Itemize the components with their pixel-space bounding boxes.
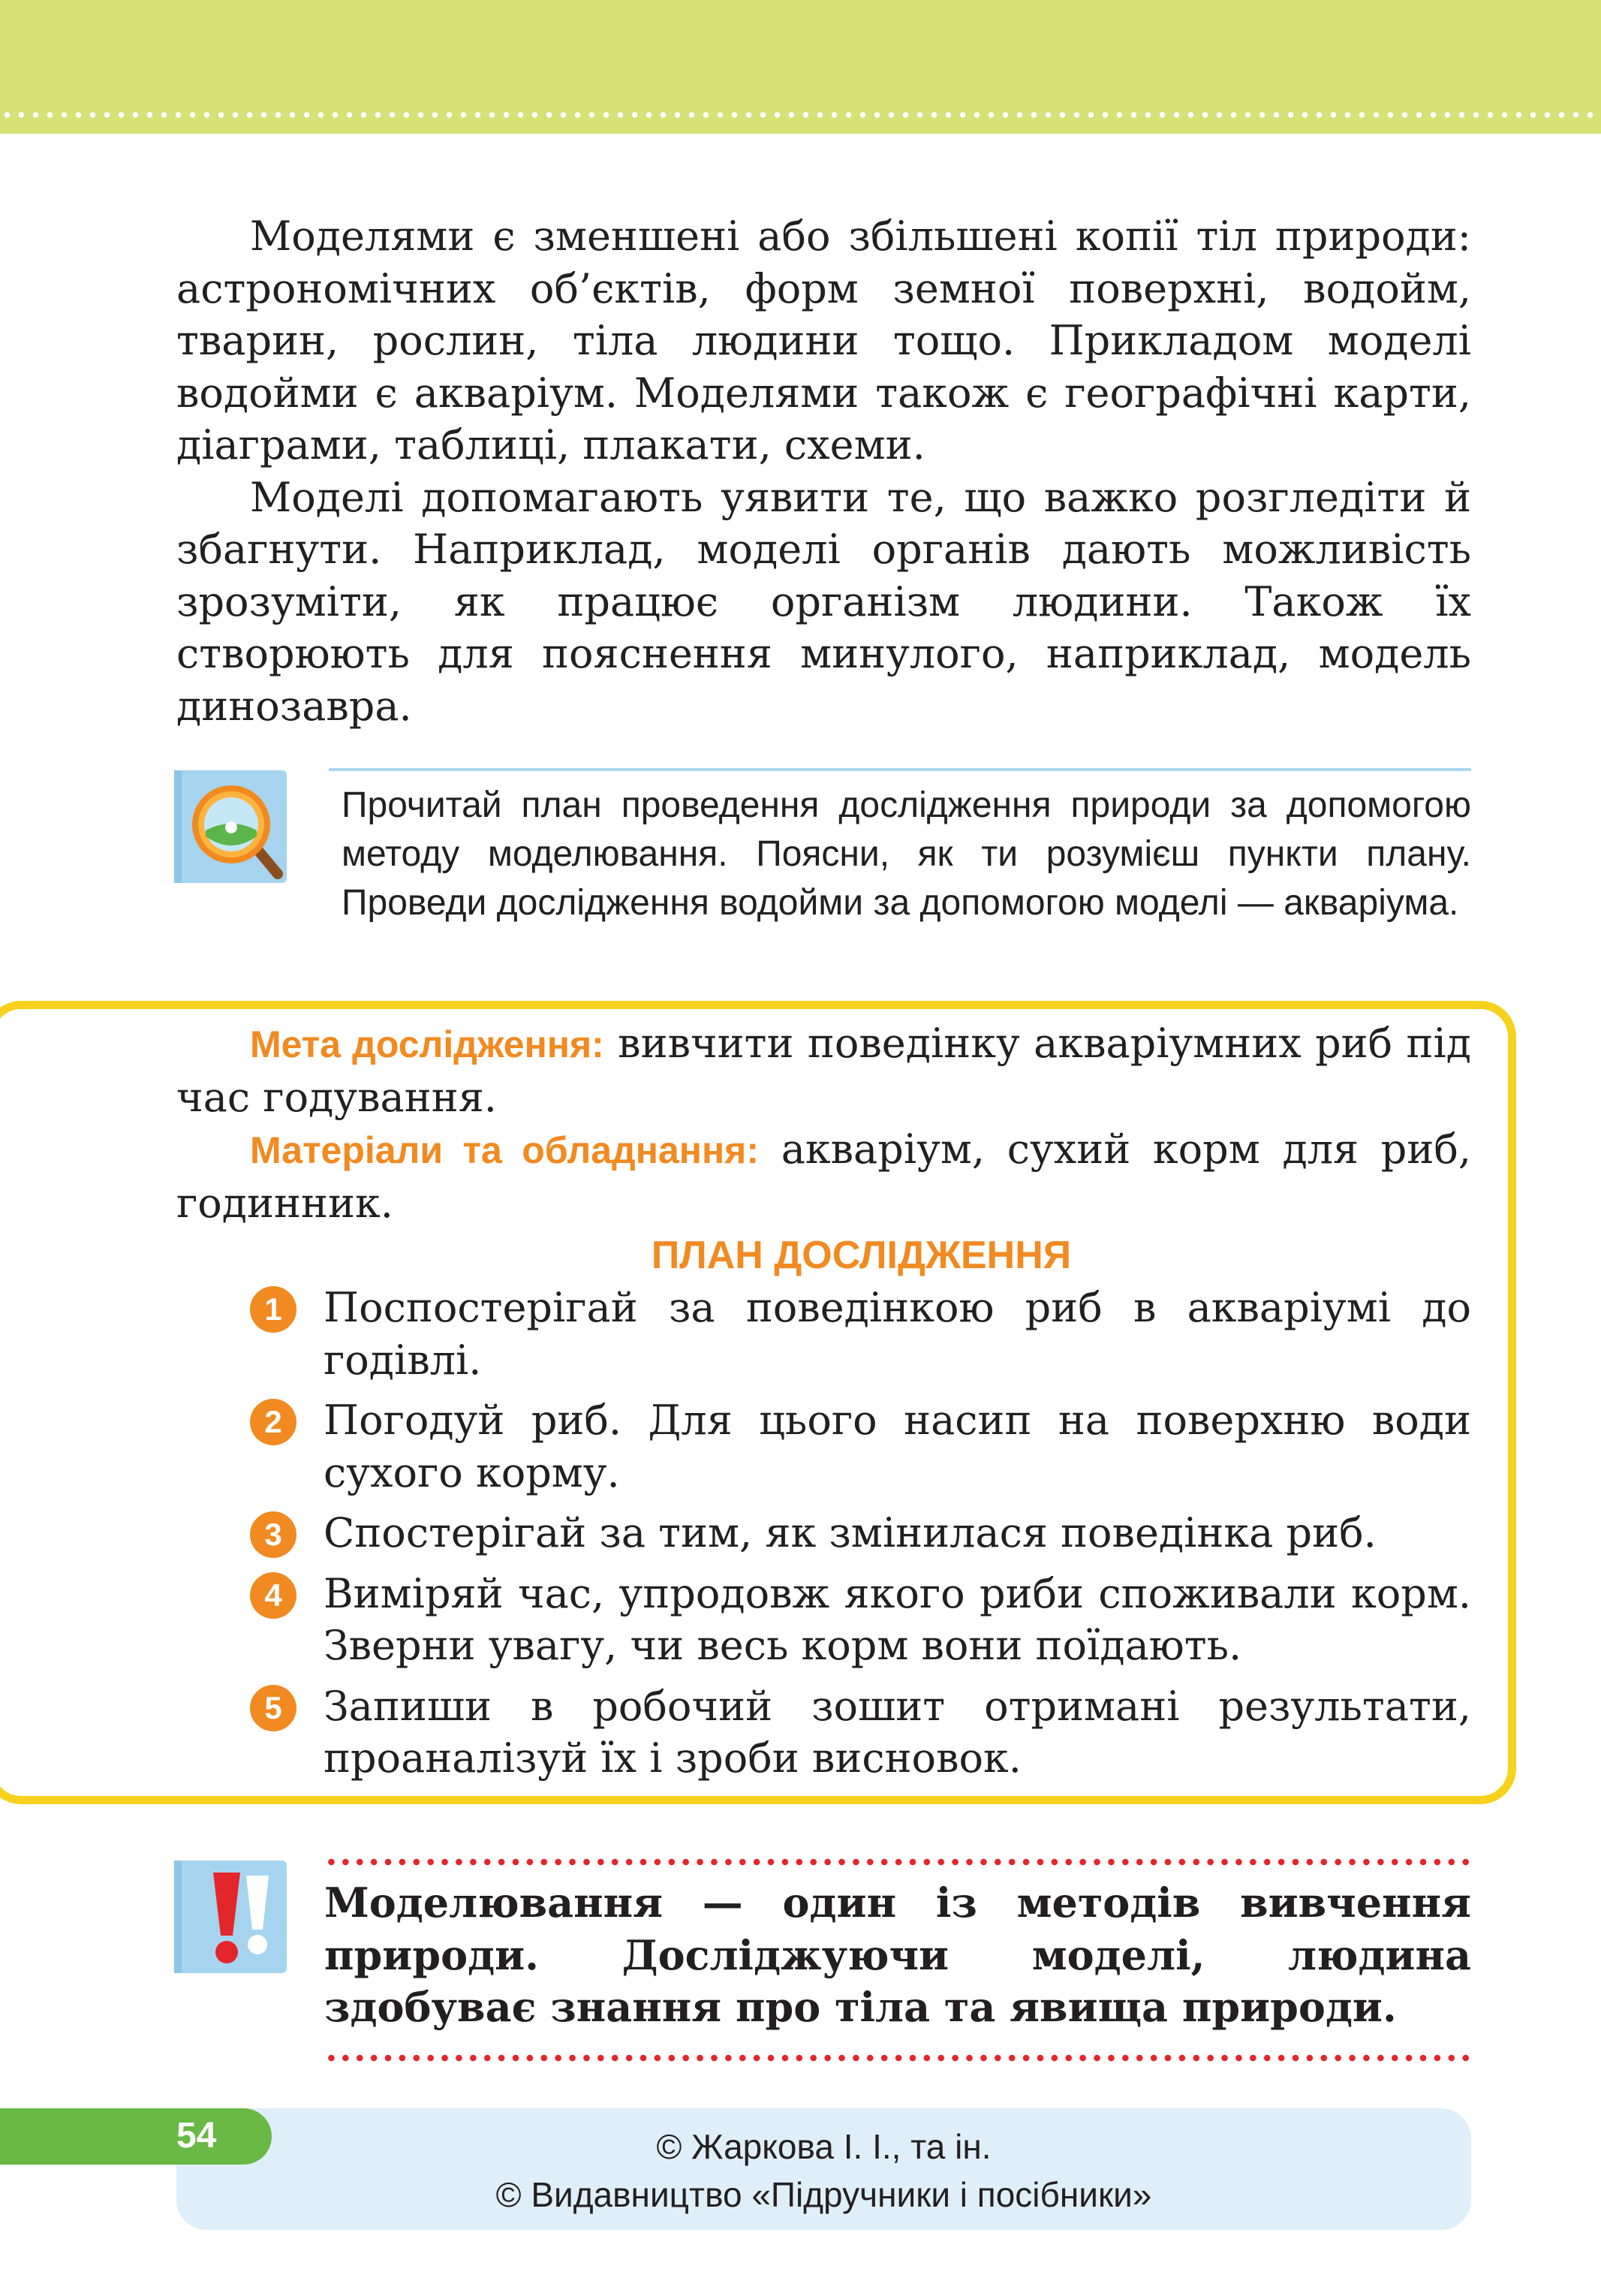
plan-title: ПЛАН ДОСЛІДЖЕННЯ	[651, 1234, 1072, 1277]
footer-line-1: © Жаркова І. І., та ін.	[656, 2127, 992, 2166]
plan-step	[176, 1680, 1471, 1785]
plan-steps	[176, 1282, 1471, 1785]
conclusion-bottom-dots	[324, 2053, 1476, 2062]
plan-step	[176, 1568, 1471, 1672]
goal-label: Мета дослідження:	[250, 1023, 604, 1065]
experiment-goal	[176, 1017, 1471, 1123]
plan-step	[176, 1507, 1471, 1559]
conclusion-text: Моделювання — один із методів вивчення природи. Досліджуючи моделі, людина здобуває знання про тіла та явища природи.	[324, 1879, 1471, 2031]
step-number: 5	[250, 1685, 296, 1731]
step-text: Запиши в робочий зошит отримані результати, проаналізуй їх і зроби висновок.	[324, 1682, 1471, 1782]
conclusion-top-dots	[324, 1858, 1476, 1867]
step-text: Виміряй час, упродовж якого риби споживали корм. Зверни увагу, чи весь корм вони поїдають.	[324, 1569, 1471, 1669]
experiment-materials	[176, 1123, 1471, 1229]
footer-copyright	[176, 2123, 1471, 2219]
plan-step	[176, 1282, 1471, 1386]
header-dotted-line	[0, 111, 1601, 119]
materials-label: Матеріали та обладнання:	[250, 1129, 759, 1171]
materials-text: акваріум, сухий корм для риб, годинник.	[176, 1125, 1472, 1227]
intro-text	[176, 210, 1471, 732]
page-number: 54	[176, 2116, 217, 2156]
step-text: Поспостерігай за поведінкою риб в акваріумі до годівлі.	[324, 1284, 1471, 1384]
task-text: Прочитай план проведення дослідження природи за допомогою методу моделювання. Поясни, як ти розумієш пункти плану. Проведи дослідження водойми за допомогою моделі — акваріума.	[342, 785, 1471, 923]
goal-text: вивчити поведінку акваріумних риб під час годування.	[176, 1020, 1471, 1121]
step-number: 4	[250, 1572, 296, 1619]
intro-paragraph-2: Моделі допомагають уявити те, що важко розгледіти й збагнути. Наприклад, моделі органів дають можливість зрозуміти, як працює організм людини. Також їх створюють для пояснення минулого, наприклад, модель динозавра.	[176, 473, 1471, 730]
step-number: 2	[250, 1399, 296, 1445]
step-text: Погодуй риб. Для цього насип на поверхню води сухого корму.	[324, 1397, 1471, 1496]
intro-paragraph-1: Моделями є зменшені або збільшені копії тіл природи: астрономічних об’єктів, форм земної поверхні, водойм, тварин, рослин, тіла людини тощо. Прикладом моделі водойми є акваріум. Моделями також є географічні карти, діаграми, таблиці, плакати, схеми.	[176, 212, 1471, 469]
footer-line-2: © Видавництво «Підручники і посібники»	[495, 2175, 1152, 2214]
experiment-content	[176, 1017, 1471, 1793]
step-text: Спостерігай за тим, як змінилася поведінка риб.	[324, 1509, 1377, 1556]
magnifier-icon	[174, 764, 297, 883]
step-number: 3	[250, 1511, 296, 1558]
exclamation-icon	[174, 1855, 297, 1973]
plan-step	[176, 1394, 1471, 1499]
step-number: 1	[250, 1286, 296, 1333]
task-divider	[329, 768, 1471, 771]
